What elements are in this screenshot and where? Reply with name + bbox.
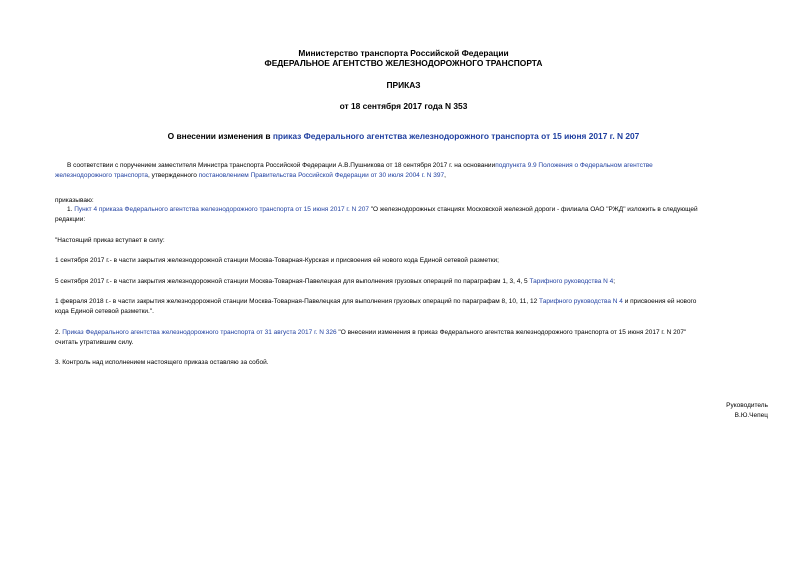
quote-start: "Настоящий приказ вступает в силу: [55,237,165,244]
title-link[interactable]: приказ Федерального агентства железнодорожного транспорта от 15 июня 2017 г. N 207 [272,131,640,141]
date-2-text: 5 сентября 2017 г.- в части закрытия железнодорожной станции Москва-Товарная-Павелецкая для выполнения грузовых операций по параграфам 1, 3, 4, 5 [55,278,530,285]
item-2-text: "О внесении изменения в приказ Федерального агентства железнодорожного транспорта от 15 июня 2017 г. N 207" [336,329,687,336]
date-3-paragraph [55,297,768,307]
intro-text-1: В соответствии с поручением заместителя Министра транспорта Российской Федерации А.В.Пушникова от 18 сентября 2017 г. на основании [67,162,496,169]
item-2 [55,328,768,338]
date-2-paragraph [55,277,768,287]
date-3-link[interactable]: Тарифного руководства N 4 [539,298,623,305]
agency-heading: ФЕДЕРАЛЬНОЕ АГЕНТСТВО ЖЕЛЕЗНОДОРОЖНОГО ТРАНСПОРТА [264,58,543,68]
item-2-line2: считать утратившим силу. [55,338,134,346]
item-3: 3. Контроль над исполнением настоящего приказа оставляю за собой. [55,359,269,366]
title-prefix: О внесении изменения в [167,131,273,141]
item-1 [55,205,768,215]
item-2-link[interactable]: Приказ Федерального агентства железнодорожного транспорта от 31 августа 2017 г. N 326 [62,329,337,336]
item-1-number: 1. [67,206,75,213]
date-3-text: 1 февраля 2018 г.- в части закрытия железнодорожной станции Москва-Товарная-Павелецкая для выполнения грузовых операций по параграфам 8, 10, 11, 12 [55,298,540,305]
document-title [0,131,807,141]
date-1-paragraph [55,256,768,266]
document-date-number: от 18 сентября 2017 года N 353 [339,101,468,111]
item-1-link[interactable]: Пункт 4 приказа Федерального агентства железнодорожного транспорта от 15 июня 2017 г. N 207 [74,206,369,213]
item-1-line2: редакции: [55,215,86,223]
item-1-text: "О железнодорожных станциях Московской железной дороги - филиала ОАО "РЖД" изложить в следующей [368,206,698,213]
item-2-number: 2. [55,329,63,336]
intro-text-2: , утвержденного [148,171,199,179]
date-2-end: ; [613,278,616,285]
ministry-heading: Министерство транспорта Российской Федерации [298,48,509,58]
signature-name: В.Ю.Чепец [734,411,768,419]
order-word: приказываю: [55,197,94,204]
intro-link-regulation[interactable]: подпункта 9.9 Положения о Федеральном агентстве [495,162,653,169]
date-2-link[interactable]: Тарифного руководства N 4 [529,278,614,285]
date-1-text: 1 сентября 2017 г.- в части закрытия железнодорожной станции Москва-Товарная-Курская и присвоения ей нового кода Единой сетевой разметки; [55,257,499,264]
intro-paragraph-line2 [55,171,768,181]
intro-text-3: , [444,171,446,179]
date-3-end: и присвоения ей нового [622,298,697,305]
date-3-line2: кода Единой сетевой разметки.". [55,307,154,315]
intro-link-resolution[interactable]: постановлением Правительства Российской Федерации от 30 июля 2004 г. N 397 [198,171,445,179]
document-type: ПРИКАЗ [386,80,421,90]
intro-link-regulation-cont[interactable]: железнодорожного транспорта [55,171,148,179]
signature-role: Руководитель [726,402,768,409]
intro-paragraph [55,161,768,171]
